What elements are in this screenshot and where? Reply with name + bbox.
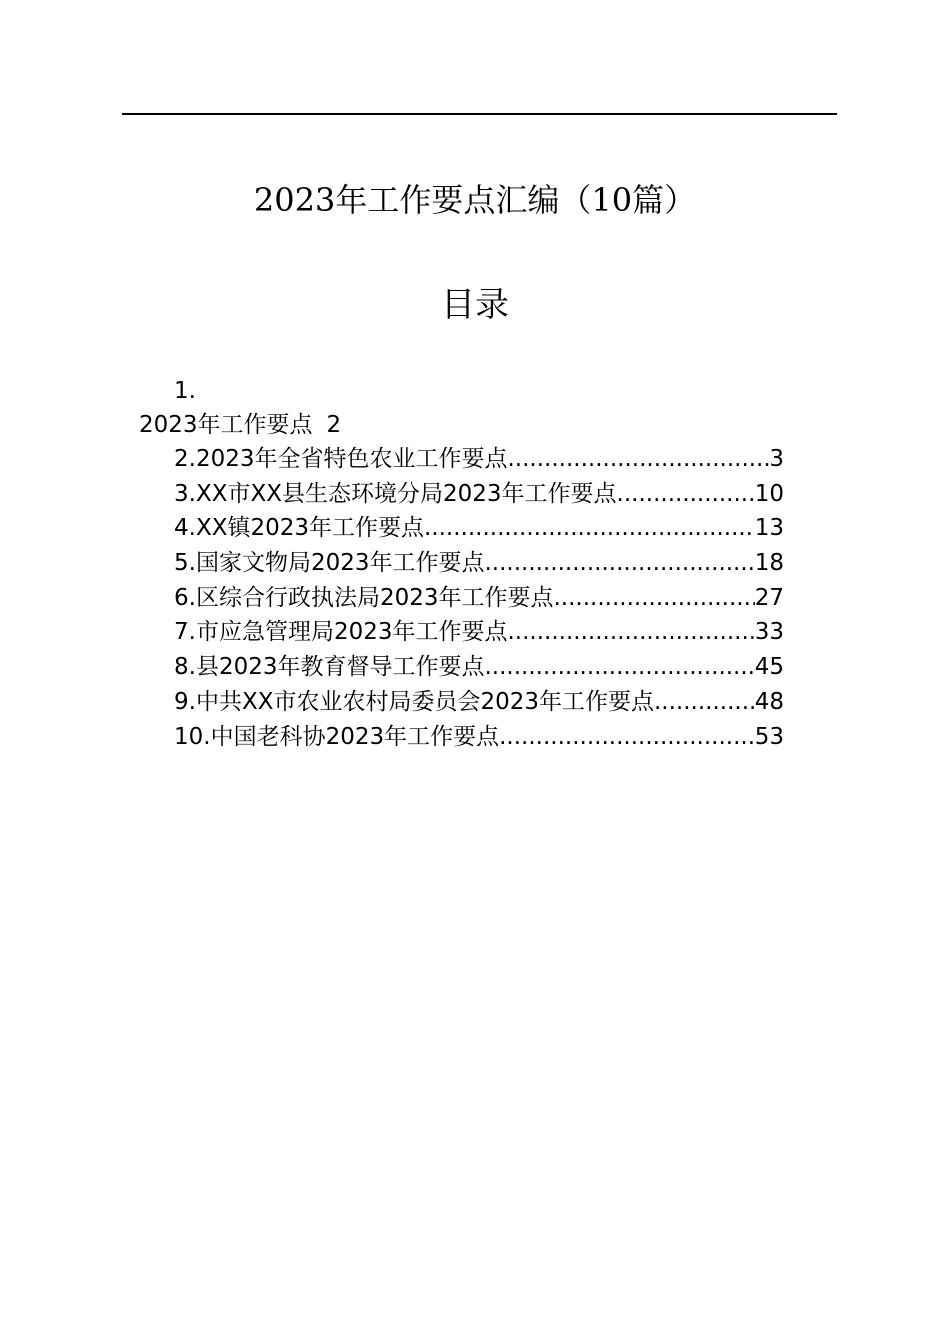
toc-entry-10[interactable] bbox=[174, 722, 784, 757]
toc-entry-page: 18 bbox=[754, 550, 784, 577]
toc-entry-label: 10.中国老科协2023年工作要点 bbox=[174, 723, 500, 750]
toc-entry-label: 6.区综合行政执法局2023年工作要点 bbox=[174, 584, 554, 611]
toc-leader-dots bbox=[484, 652, 754, 682]
toc-leader-dots bbox=[424, 513, 755, 543]
toc-entry-page: 48 bbox=[754, 688, 784, 715]
header-rule bbox=[122, 113, 837, 115]
toc-entry-4[interactable] bbox=[174, 513, 784, 548]
toc-leader-dots bbox=[484, 548, 754, 578]
toc-entry-label: 4.XX镇2023年工作要点 bbox=[174, 515, 424, 542]
toc-leader-dots bbox=[654, 687, 755, 717]
document-title: 2023年工作要点汇编（10篇） bbox=[253, 181, 697, 219]
toc-leader-dots bbox=[507, 617, 754, 647]
toc-leader-dots bbox=[507, 444, 769, 474]
toc-entry-1-page: 2 bbox=[326, 412, 342, 438]
toc-entry-label: 5.国家文物局2023年工作要点 bbox=[174, 550, 485, 577]
toc-entry-9[interactable] bbox=[174, 687, 784, 722]
toc-entry-label: 8.县2023年教育督导工作要点 bbox=[174, 654, 485, 681]
toc-leader-dots bbox=[617, 479, 755, 509]
toc-entry-page: 10 bbox=[754, 480, 784, 507]
toc-entry-5[interactable] bbox=[174, 548, 784, 583]
toc-entry-label: 7.市应急管理局2023年工作要点 bbox=[174, 619, 508, 646]
toc-leader-dots bbox=[499, 722, 755, 752]
toc-entry-label: 2.2023年全省特色农业工作要点 bbox=[174, 446, 508, 472]
toc-entry-7[interactable] bbox=[174, 617, 784, 652]
toc-entry-2[interactable] bbox=[174, 444, 784, 479]
toc-entry-label: 9.中共XX市农业农村局委员会2023年工作要点 bbox=[174, 688, 654, 715]
toc-entry-1-label: 2023年工作要点 bbox=[139, 412, 313, 438]
toc-leader-dots bbox=[553, 583, 754, 613]
toc-list bbox=[174, 444, 784, 756]
toc-entry-page: 13 bbox=[754, 515, 784, 542]
toc-entry-page: 53 bbox=[754, 723, 784, 750]
toc-entry-8[interactable] bbox=[174, 652, 784, 687]
toc-entry-1[interactable] bbox=[139, 410, 341, 440]
toc-entry-page: 27 bbox=[754, 584, 784, 611]
toc-entry-6[interactable] bbox=[174, 583, 784, 618]
toc-entry-label: 3.XX市XX县生态环境分局2023年工作要点 bbox=[174, 480, 617, 507]
toc-entry-1-number[interactable]: 1. bbox=[174, 378, 196, 404]
toc-entry-page: 45 bbox=[754, 654, 784, 681]
toc-heading: 目录 bbox=[441, 285, 509, 325]
toc-entry-page: 3 bbox=[769, 446, 784, 472]
toc-entry-page: 33 bbox=[754, 619, 784, 646]
toc-entry-3[interactable] bbox=[174, 479, 784, 514]
